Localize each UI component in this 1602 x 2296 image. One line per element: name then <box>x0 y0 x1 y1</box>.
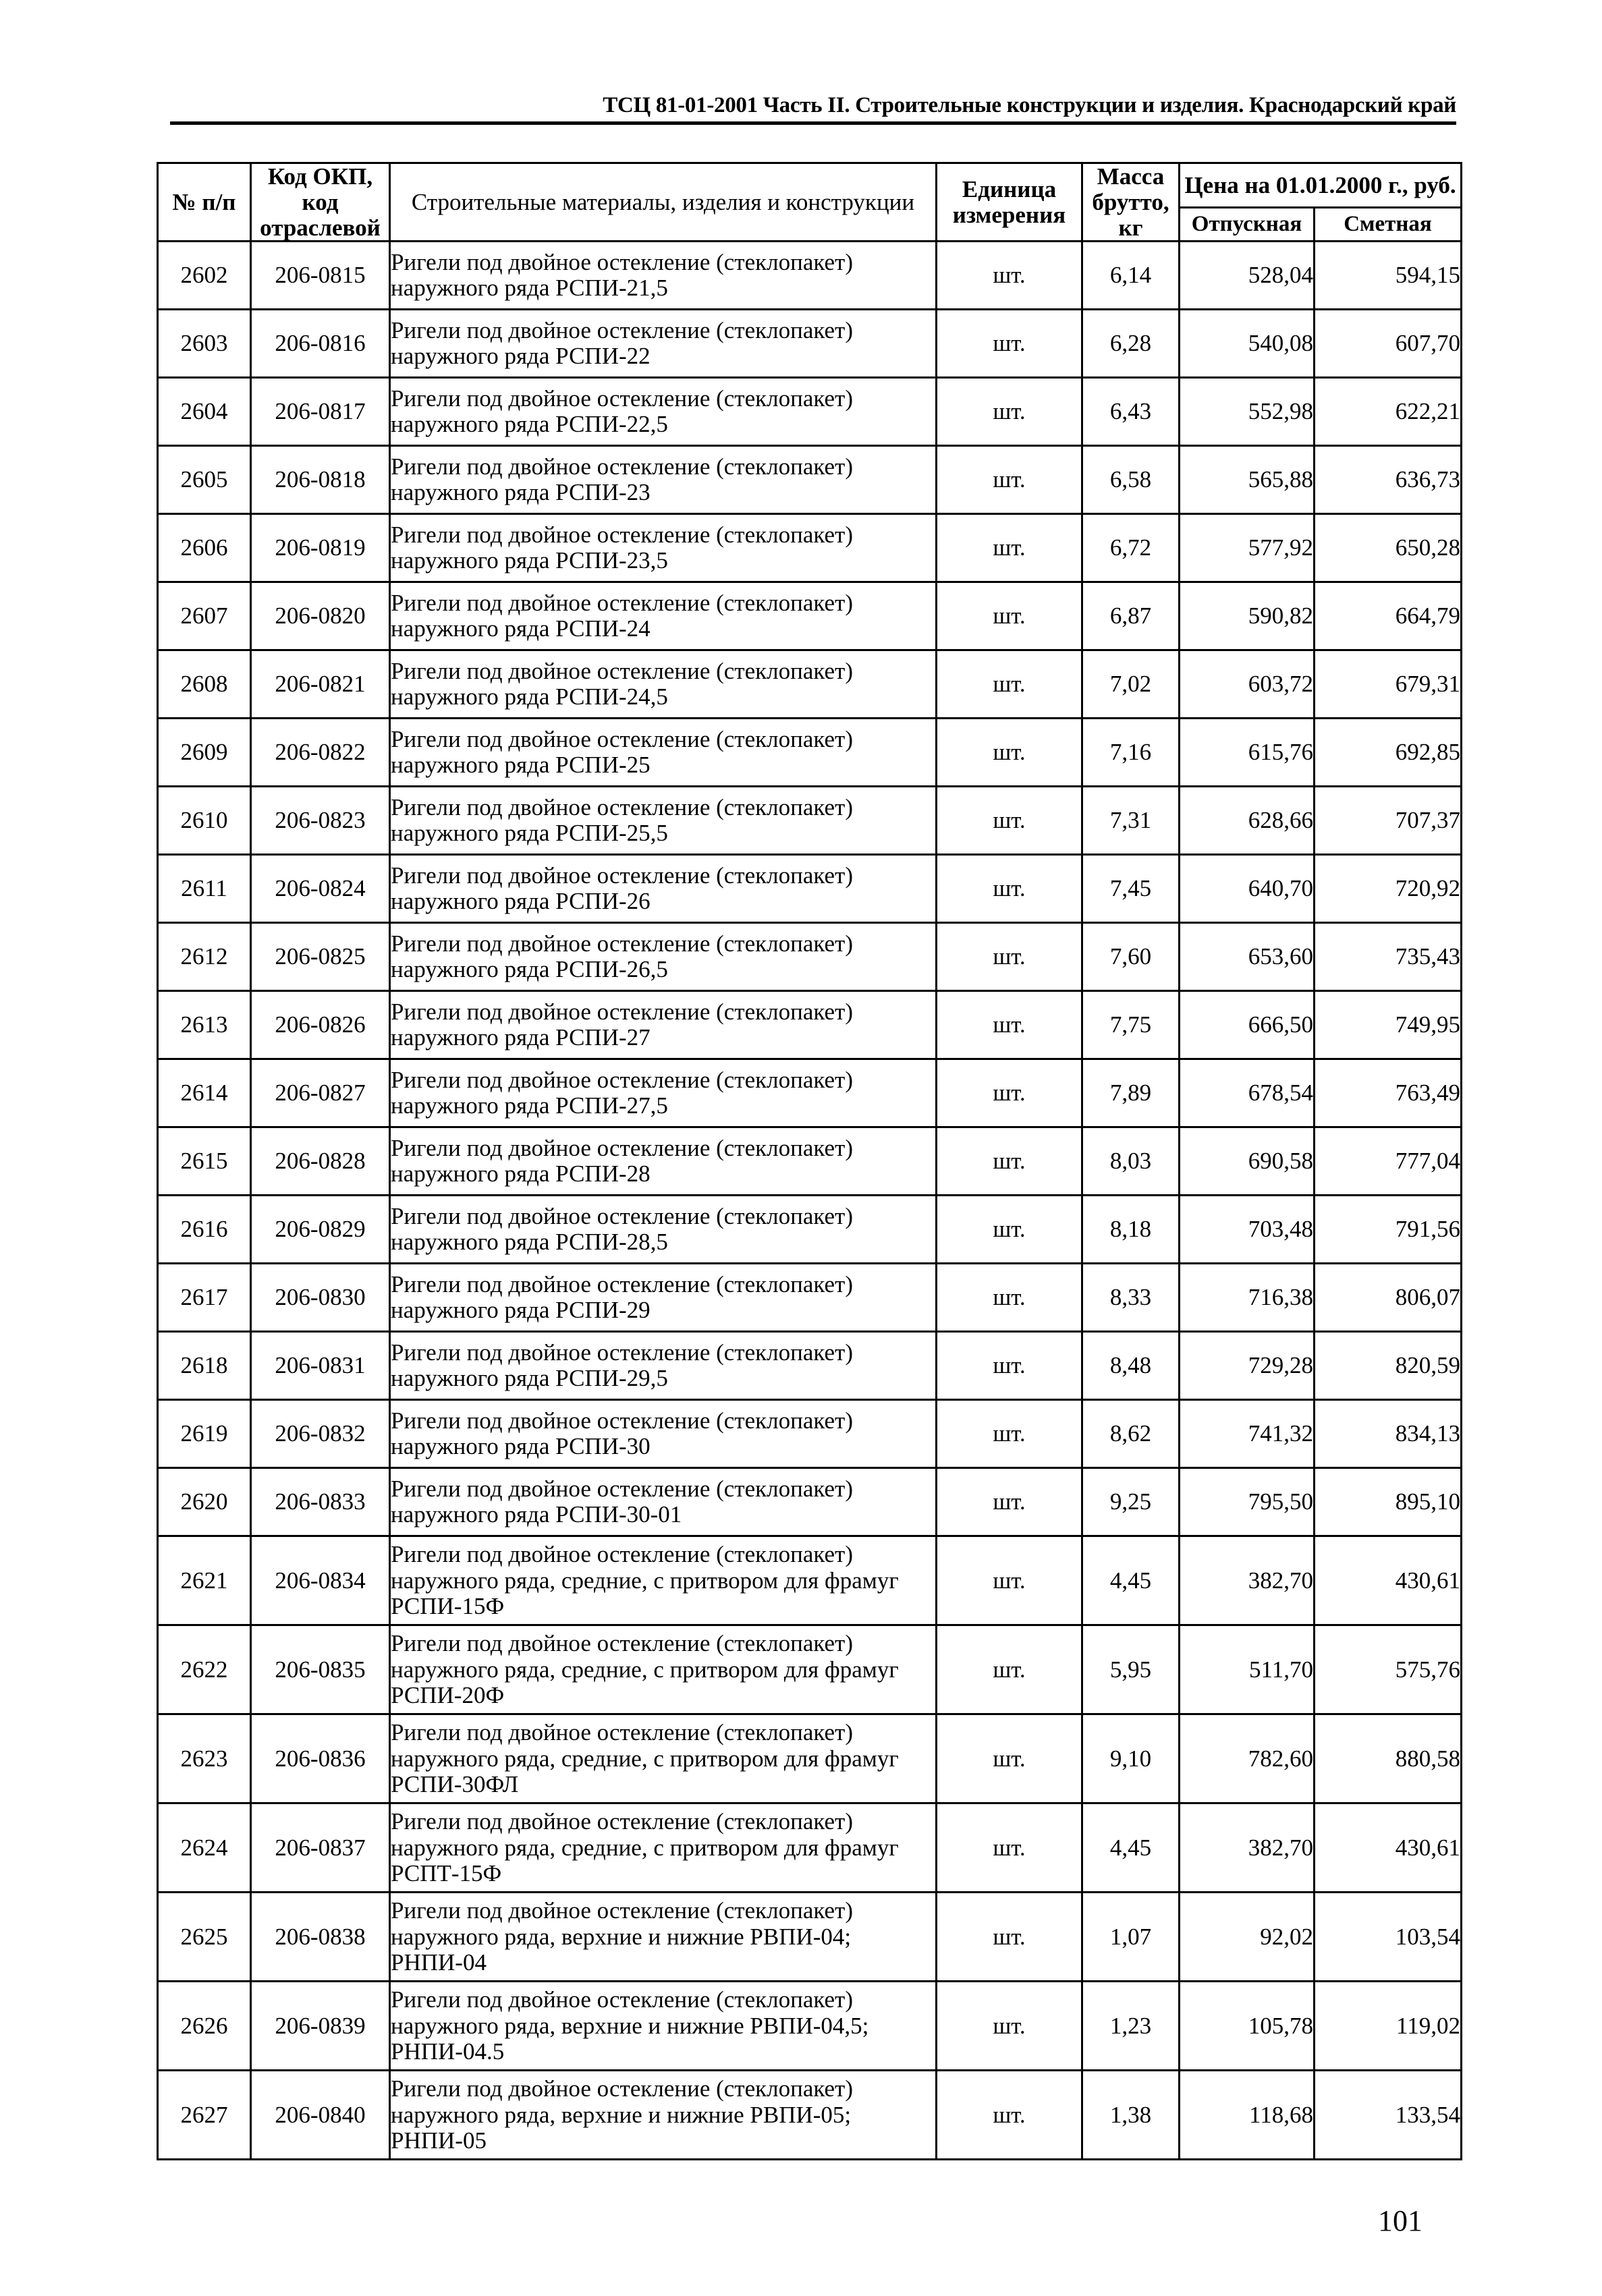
okp-code: 206-0838 <box>251 1893 390 1982</box>
gross-mass: 6,72 <box>1082 514 1180 582</box>
gross-mass: 8,18 <box>1082 1196 1180 1264</box>
item-description: Ригели под двойное остекление (стеклопакет) наружного ряда РСПИ-24 <box>390 582 937 650</box>
okp-code: 206-0816 <box>251 310 390 378</box>
price-estimate: 636,73 <box>1315 446 1462 514</box>
price-estimate: 820,59 <box>1315 1332 1462 1400</box>
unit-of-measure: шт. <box>937 1196 1082 1264</box>
row-number: 2610 <box>158 787 251 855</box>
col-header-mass: Масса брутто, кг <box>1082 163 1180 242</box>
okp-code: 206-0833 <box>251 1468 390 1536</box>
price-estimate: 834,13 <box>1315 1400 1462 1468</box>
row-number: 2620 <box>158 1468 251 1536</box>
price-release: 628,66 <box>1180 787 1315 855</box>
item-description: Ригели под двойное остекление (стеклопакет) наружного ряда РСПИ-28,5 <box>390 1196 937 1264</box>
table-row <box>158 1332 1462 1400</box>
table-row <box>158 1264 1462 1332</box>
okp-code: 206-0821 <box>251 650 390 719</box>
item-description: Ригели под двойное остекление (стеклопакет) наружного ряда РСПИ-25,5 <box>390 787 937 855</box>
gross-mass: 1,38 <box>1082 2071 1180 2160</box>
running-header: ТСЦ 81-01-2001 Часть II. Строительные конструкции и изделия. Краснодарский край <box>603 93 1456 117</box>
okp-code: 206-0839 <box>251 1982 390 2071</box>
okp-code: 206-0836 <box>251 1714 390 1803</box>
item-description: Ригели под двойное остекление (стеклопакет) наружного ряда РСПИ-30-01 <box>390 1468 937 1536</box>
row-number: 2604 <box>158 378 251 446</box>
gross-mass: 7,02 <box>1082 650 1180 719</box>
gross-mass: 6,58 <box>1082 446 1180 514</box>
gross-mass: 6,28 <box>1082 310 1180 378</box>
table-row <box>158 1803 1462 1893</box>
table-row <box>158 1196 1462 1264</box>
table-row <box>158 1468 1462 1536</box>
price-release: 603,72 <box>1180 650 1315 719</box>
row-number: 2602 <box>158 242 251 310</box>
col-header-price-group: Цена на 01.01.2000 г., руб. <box>1180 163 1462 208</box>
price-release: 729,28 <box>1180 1332 1315 1400</box>
okp-code: 206-0818 <box>251 446 390 514</box>
gross-mass: 6,14 <box>1082 242 1180 310</box>
row-number: 2623 <box>158 1714 251 1803</box>
price-estimate: 607,70 <box>1315 310 1462 378</box>
header-row-top <box>158 163 1462 208</box>
okp-code: 206-0817 <box>251 378 390 446</box>
price-estimate: 880,58 <box>1315 1714 1462 1803</box>
okp-code: 206-0832 <box>251 1400 390 1468</box>
table-row <box>158 1982 1462 2071</box>
gross-mass: 7,75 <box>1082 991 1180 1059</box>
gross-mass: 5,95 <box>1082 1625 1180 1714</box>
item-description: Ригели под двойное остекление (стеклопакет) наружного ряда РСПИ-26 <box>390 855 937 923</box>
row-number: 2615 <box>158 1127 251 1196</box>
price-estimate: 720,92 <box>1315 855 1462 923</box>
price-estimate: 103,54 <box>1315 1893 1462 1982</box>
price-estimate: 735,43 <box>1315 923 1462 991</box>
price-release: 118,68 <box>1180 2071 1315 2160</box>
row-number: 2613 <box>158 991 251 1059</box>
col-header-num: № п/п <box>158 163 251 242</box>
item-description: Ригели под двойное остекление (стеклопакет) наружного ряда РСПИ-22,5 <box>390 378 937 446</box>
okp-code: 206-0828 <box>251 1127 390 1196</box>
price-estimate: 650,28 <box>1315 514 1462 582</box>
item-description: Ригели под двойное остекление (стеклопакет) наружного ряда РСПИ-26,5 <box>390 923 937 991</box>
unit-of-measure: шт. <box>937 1059 1082 1127</box>
price-release: 716,38 <box>1180 1264 1315 1332</box>
item-description: Ригели под двойное остекление (стеклопакет) наружного ряда РСПИ-21,5 <box>390 242 937 310</box>
gross-mass: 4,45 <box>1082 1803 1180 1893</box>
unit-of-measure: шт. <box>937 1127 1082 1196</box>
unit-of-measure: шт. <box>937 719 1082 787</box>
item-description: Ригели под двойное остекление (стеклопакет) наружного ряда, верхние и нижние РВПИ-04; РНПИ-04 <box>390 1893 937 1982</box>
row-number: 2618 <box>158 1332 251 1400</box>
price-estimate: 430,61 <box>1315 1536 1462 1625</box>
unit-of-measure: шт. <box>937 242 1082 310</box>
table-row <box>158 923 1462 991</box>
table-row <box>158 991 1462 1059</box>
gross-mass: 9,10 <box>1082 1714 1180 1803</box>
unit-of-measure: шт. <box>937 2071 1082 2160</box>
table-row <box>158 2071 1462 2160</box>
price-release: 511,70 <box>1180 1625 1315 1714</box>
unit-of-measure: шт. <box>937 1625 1082 1714</box>
item-description: Ригели под двойное остекление (стеклопакет) наружного ряда, верхние и нижние РВПИ-05; РНПИ-05 <box>390 2071 937 2160</box>
unit-of-measure: шт. <box>937 582 1082 650</box>
price-release: 741,32 <box>1180 1400 1315 1468</box>
price-release: 540,08 <box>1180 310 1315 378</box>
unit-of-measure: шт. <box>937 1332 1082 1400</box>
table-row <box>158 719 1462 787</box>
item-description: Ригели под двойное остекление (стеклопакет) наружного ряда РСПИ-27,5 <box>390 1059 937 1127</box>
okp-code: 206-0824 <box>251 855 390 923</box>
gross-mass: 6,87 <box>1082 582 1180 650</box>
gross-mass: 1,23 <box>1082 1982 1180 2071</box>
row-number: 2626 <box>158 1982 251 2071</box>
item-description: Ригели под двойное остекление (стеклопакет) наружного ряда РСПИ-22 <box>390 310 937 378</box>
price-estimate: 749,95 <box>1315 991 1462 1059</box>
price-release: 666,50 <box>1180 991 1315 1059</box>
item-description: Ригели под двойное остекление (стеклопакет) наружного ряда, средние, с притвором для фрамуг РСПТ-15Ф <box>390 1803 937 1893</box>
row-number: 2616 <box>158 1196 251 1264</box>
unit-of-measure: шт. <box>937 1982 1082 2071</box>
okp-code: 206-0825 <box>251 923 390 991</box>
table-row <box>158 582 1462 650</box>
gross-mass: 7,45 <box>1082 855 1180 923</box>
item-description: Ригели под двойное остекление (стеклопакет) наружного ряда РСПИ-29 <box>390 1264 937 1332</box>
unit-of-measure: шт. <box>937 1400 1082 1468</box>
price-release: 640,70 <box>1180 855 1315 923</box>
price-release: 782,60 <box>1180 1714 1315 1803</box>
unit-of-measure: шт. <box>937 1468 1082 1536</box>
unit-of-measure: шт. <box>937 1893 1082 1982</box>
col-header-unit: Единица измерения <box>937 163 1082 242</box>
row-number: 2627 <box>158 2071 251 2160</box>
unit-of-measure: шт. <box>937 991 1082 1059</box>
gross-mass: 9,25 <box>1082 1468 1180 1536</box>
row-number: 2614 <box>158 1059 251 1127</box>
table-row <box>158 1536 1462 1625</box>
unit-of-measure: шт. <box>937 1714 1082 1803</box>
row-number: 2625 <box>158 1893 251 1982</box>
item-description: Ригели под двойное остекление (стеклопакет) наружного ряда РСПИ-25 <box>390 719 937 787</box>
row-number: 2624 <box>158 1803 251 1893</box>
gross-mass: 8,03 <box>1082 1127 1180 1196</box>
row-number: 2611 <box>158 855 251 923</box>
gross-mass: 8,33 <box>1082 1264 1180 1332</box>
price-release: 615,76 <box>1180 719 1315 787</box>
unit-of-measure: шт. <box>937 1264 1082 1332</box>
item-description: Ригели под двойное остекление (стеклопакет) наружного ряда, верхние и нижние РВПИ-04,5; РНПИ-04.5 <box>390 1982 937 2071</box>
price-release: 678,54 <box>1180 1059 1315 1127</box>
unit-of-measure: шт. <box>937 310 1082 378</box>
unit-of-measure: шт. <box>937 446 1082 514</box>
gross-mass: 1,07 <box>1082 1893 1180 1982</box>
row-number: 2607 <box>158 582 251 650</box>
gross-mass: 7,60 <box>1082 923 1180 991</box>
okp-code: 206-0837 <box>251 1803 390 1893</box>
item-description: Ригели под двойное остекление (стеклопакет) наружного ряда РСПИ-23,5 <box>390 514 937 582</box>
row-number: 2617 <box>158 1264 251 1332</box>
col-header-code: Код ОКП, код отраслевой <box>251 163 390 242</box>
okp-code: 206-0829 <box>251 1196 390 1264</box>
price-table <box>157 162 1462 2160</box>
gross-mass: 8,48 <box>1082 1332 1180 1400</box>
okp-code: 206-0822 <box>251 719 390 787</box>
item-description: Ригели под двойное остекление (стеклопакет) наружного ряда РСПИ-27 <box>390 991 937 1059</box>
table-row <box>158 1059 1462 1127</box>
table-row <box>158 650 1462 719</box>
okp-code: 206-0823 <box>251 787 390 855</box>
okp-code: 206-0815 <box>251 242 390 310</box>
unit-of-measure: шт. <box>937 1536 1082 1625</box>
okp-code: 206-0826 <box>251 991 390 1059</box>
price-estimate: 594,15 <box>1315 242 1462 310</box>
price-release: 703,48 <box>1180 1196 1315 1264</box>
price-estimate: 692,85 <box>1315 719 1462 787</box>
row-number: 2606 <box>158 514 251 582</box>
row-number: 2603 <box>158 310 251 378</box>
row-number: 2605 <box>158 446 251 514</box>
okp-code: 206-0827 <box>251 1059 390 1127</box>
row-number: 2621 <box>158 1536 251 1625</box>
okp-code: 206-0831 <box>251 1332 390 1400</box>
table-row <box>158 1625 1462 1714</box>
price-release: 382,70 <box>1180 1803 1315 1893</box>
price-estimate: 679,31 <box>1315 650 1462 719</box>
unit-of-measure: шт. <box>937 650 1082 719</box>
table-row <box>158 514 1462 582</box>
col-header-price-release: Отпускная <box>1180 208 1315 242</box>
item-description: Ригели под двойное остекление (стеклопакет) наружного ряда РСПИ-24,5 <box>390 650 937 719</box>
unit-of-measure: шт. <box>937 787 1082 855</box>
item-description: Ригели под двойное остекление (стеклопакет) наружного ряда РСПИ-30 <box>390 1400 937 1468</box>
table-row <box>158 1714 1462 1803</box>
table-row <box>158 855 1462 923</box>
price-release: 690,58 <box>1180 1127 1315 1196</box>
item-description: Ригели под двойное остекление (стеклопакет) наружного ряда, средние, с притвором для фрамуг РСПИ-20Ф <box>390 1625 937 1714</box>
okp-code: 206-0840 <box>251 2071 390 2160</box>
header-rule <box>170 121 1456 125</box>
price-estimate: 664,79 <box>1315 582 1462 650</box>
price-release: 577,92 <box>1180 514 1315 582</box>
price-estimate: 622,21 <box>1315 378 1462 446</box>
unit-of-measure: шт. <box>937 514 1082 582</box>
price-release: 590,82 <box>1180 582 1315 650</box>
unit-of-measure: шт. <box>937 855 1082 923</box>
gross-mass: 4,45 <box>1082 1536 1180 1625</box>
gross-mass: 7,89 <box>1082 1059 1180 1127</box>
col-header-price-estimate: Сметная <box>1315 208 1462 242</box>
row-number: 2612 <box>158 923 251 991</box>
price-estimate: 133,54 <box>1315 2071 1462 2160</box>
unit-of-measure: шт. <box>937 923 1082 991</box>
table-row <box>158 310 1462 378</box>
okp-code: 206-0835 <box>251 1625 390 1714</box>
price-estimate: 575,76 <box>1315 1625 1462 1714</box>
price-release: 552,98 <box>1180 378 1315 446</box>
col-header-desc: Строительные материалы, изделия и конструкции <box>390 163 937 242</box>
table-row <box>158 1127 1462 1196</box>
price-release: 528,04 <box>1180 242 1315 310</box>
table-row <box>158 446 1462 514</box>
item-description: Ригели под двойное остекление (стеклопакет) наружного ряда РСПИ-28 <box>390 1127 937 1196</box>
table-row <box>158 787 1462 855</box>
gross-mass: 6,43 <box>1082 378 1180 446</box>
okp-code: 206-0834 <box>251 1536 390 1625</box>
price-release: 382,70 <box>1180 1536 1315 1625</box>
price-estimate: 895,10 <box>1315 1468 1462 1536</box>
table-row <box>158 1893 1462 1982</box>
row-number: 2619 <box>158 1400 251 1468</box>
table-row <box>158 378 1462 446</box>
price-release: 795,50 <box>1180 1468 1315 1536</box>
table-body <box>158 242 1462 2160</box>
row-number: 2609 <box>158 719 251 787</box>
price-estimate: 430,61 <box>1315 1803 1462 1893</box>
price-release: 92,02 <box>1180 1893 1315 1982</box>
unit-of-measure: шт. <box>937 378 1082 446</box>
price-estimate: 119,02 <box>1315 1982 1462 2071</box>
price-estimate: 777,04 <box>1315 1127 1462 1196</box>
row-number: 2608 <box>158 650 251 719</box>
price-estimate: 707,37 <box>1315 787 1462 855</box>
table-row <box>158 1400 1462 1468</box>
item-description: Ригели под двойное остекление (стеклопакет) наружного ряда, средние, с притвором для фрамуг РСПИ-15Ф <box>390 1536 937 1625</box>
page-number: 101 <box>1378 2204 1423 2237</box>
okp-code: 206-0820 <box>251 582 390 650</box>
unit-of-measure: шт. <box>937 1803 1082 1893</box>
okp-code: 206-0819 <box>251 514 390 582</box>
price-release: 565,88 <box>1180 446 1315 514</box>
price-release: 105,78 <box>1180 1982 1315 2071</box>
price-estimate: 763,49 <box>1315 1059 1462 1127</box>
item-description: Ригели под двойное остекление (стеклопакет) наружного ряда РСПИ-23 <box>390 446 937 514</box>
gross-mass: 8,62 <box>1082 1400 1180 1468</box>
gross-mass: 7,16 <box>1082 719 1180 787</box>
item-description: Ригели под двойное остекление (стеклопакет) наружного ряда, средние, с притвором для фрамуг РСПИ-30ФЛ <box>390 1714 937 1803</box>
price-release: 653,60 <box>1180 923 1315 991</box>
table-row <box>158 242 1462 310</box>
price-estimate: 806,07 <box>1315 1264 1462 1332</box>
item-description: Ригели под двойное остекление (стеклопакет) наружного ряда РСПИ-29,5 <box>390 1332 937 1400</box>
gross-mass: 7,31 <box>1082 787 1180 855</box>
row-number: 2622 <box>158 1625 251 1714</box>
okp-code: 206-0830 <box>251 1264 390 1332</box>
price-estimate: 791,56 <box>1315 1196 1462 1264</box>
